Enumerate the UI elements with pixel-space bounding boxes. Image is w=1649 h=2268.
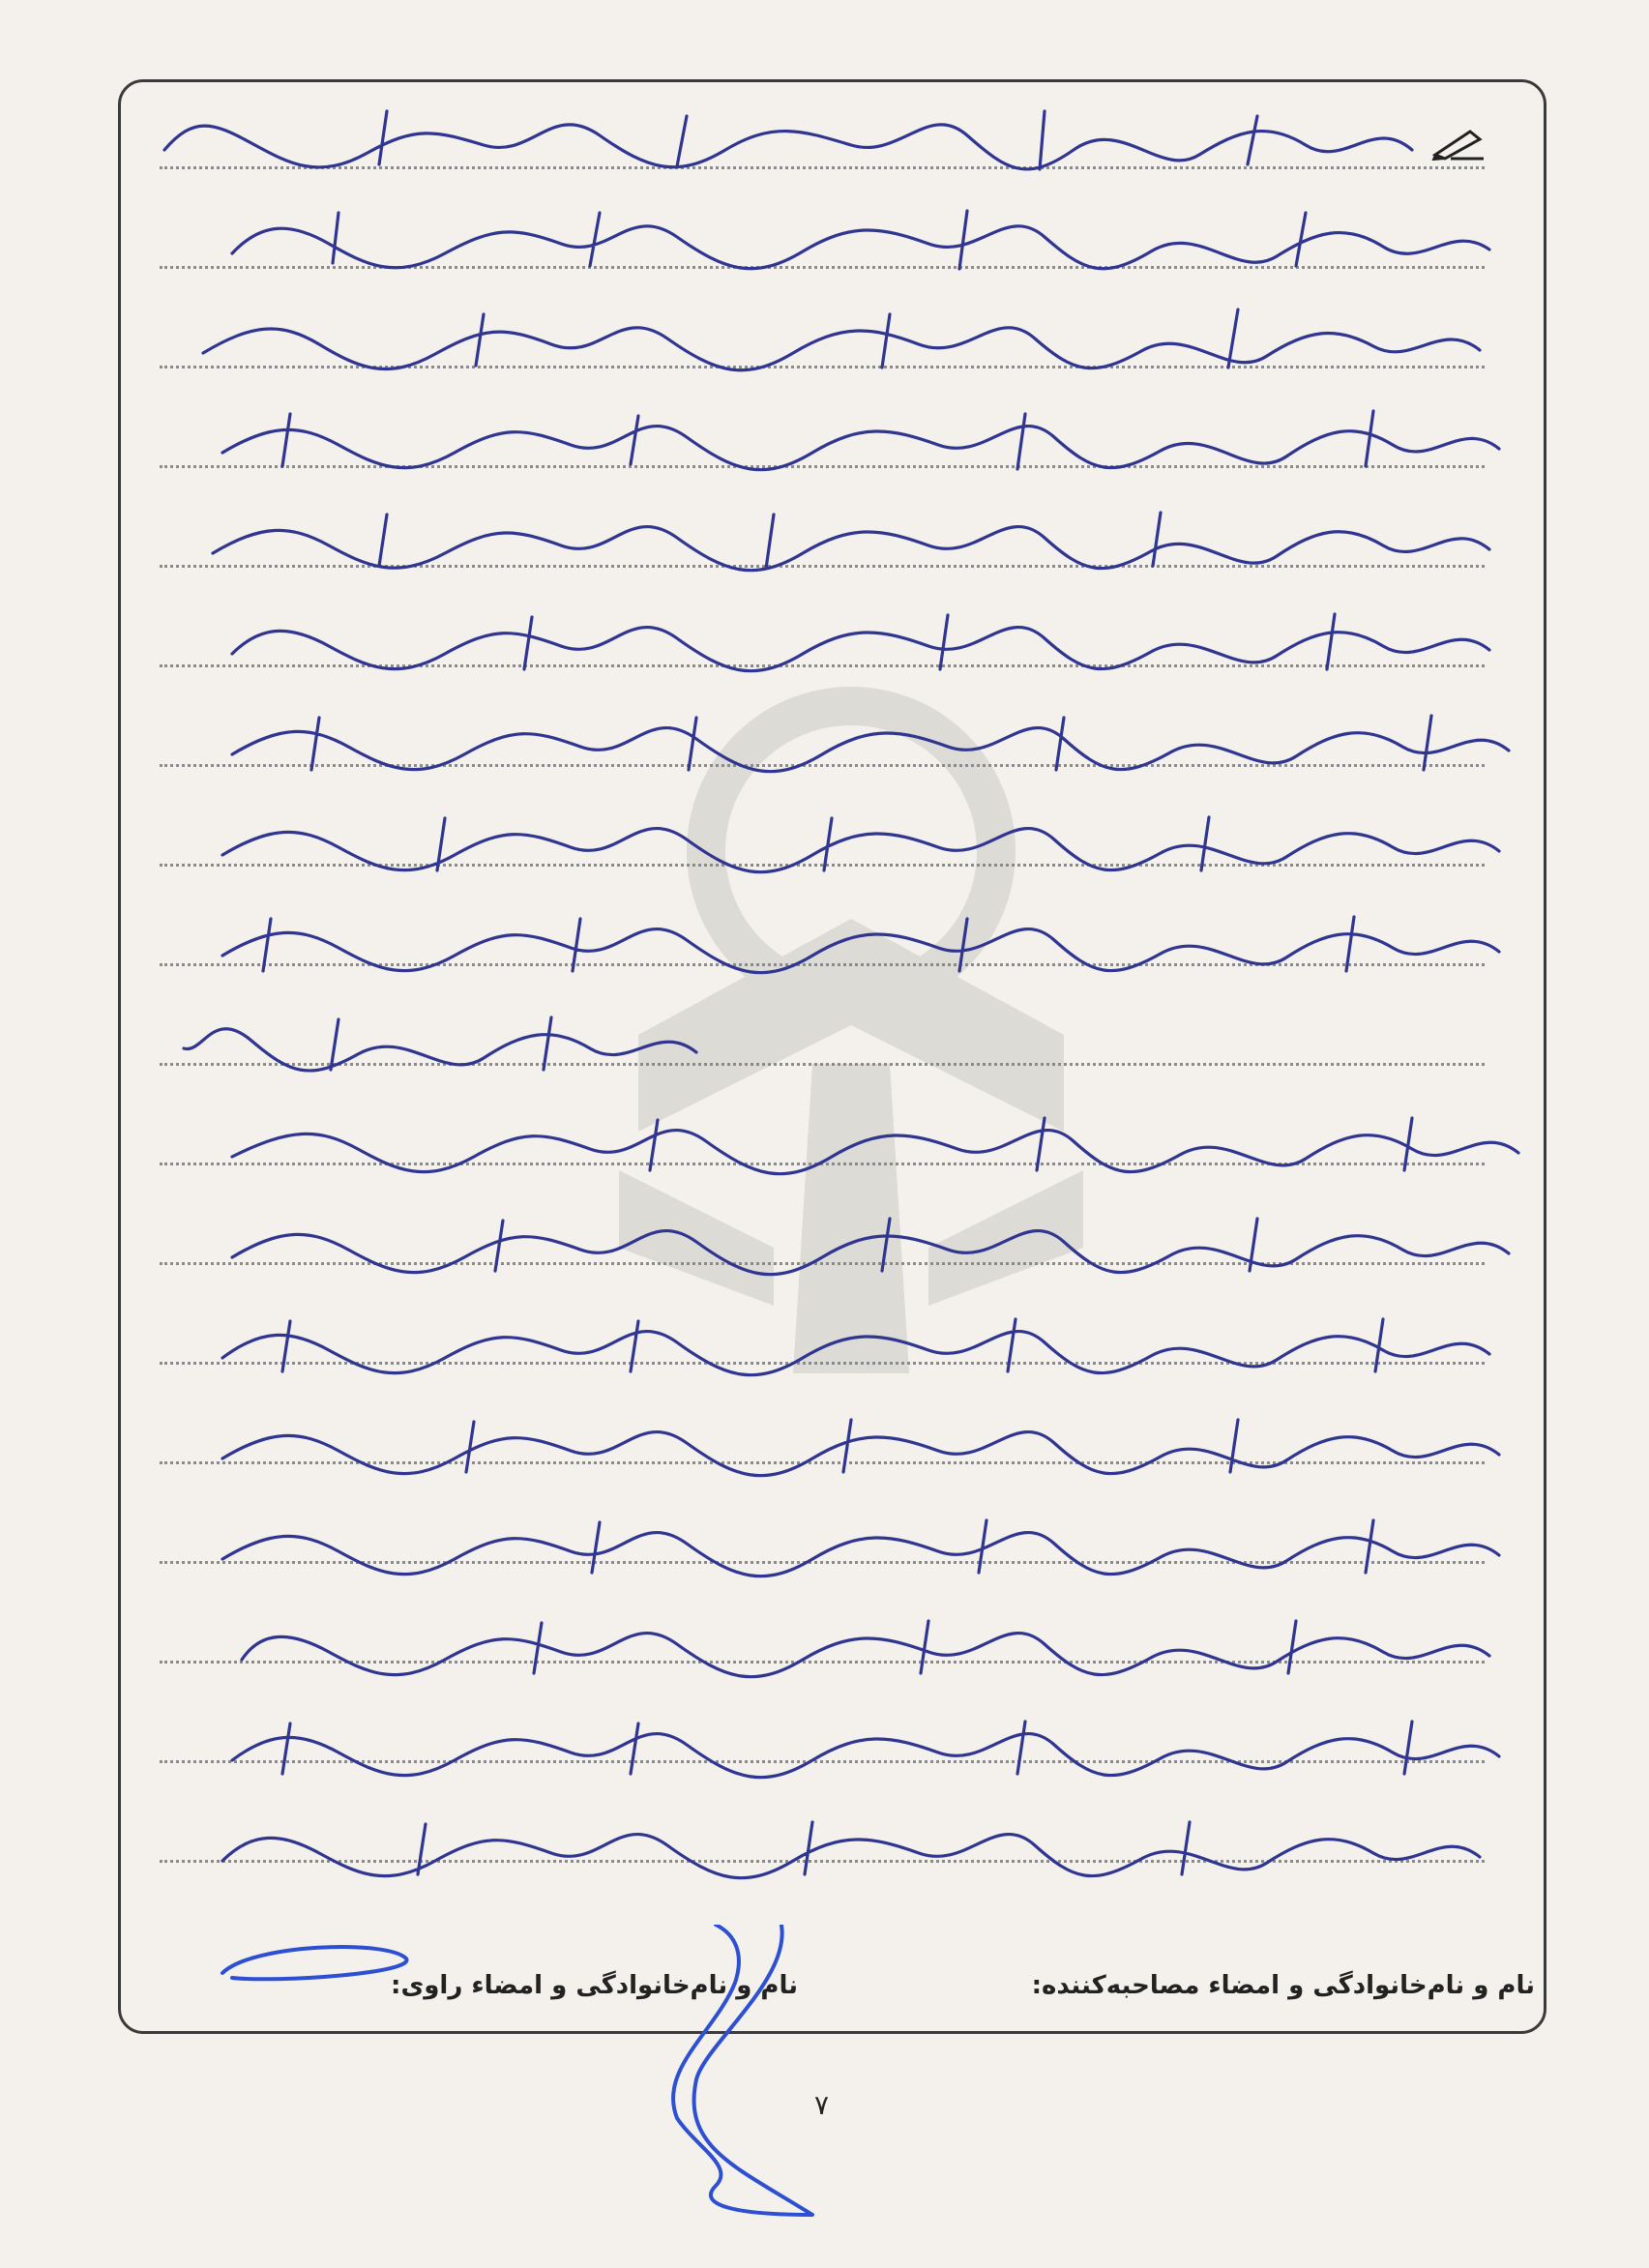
handwritten-line-3: [203, 309, 1480, 370]
handwritten-line-1-text: [97, 1909, 98, 1910]
handwritten-line-7: [232, 716, 1509, 772]
handwritten-line-10: [184, 1017, 696, 1071]
handwriting-strokes: [97, 77, 1576, 1905]
handwritten-line-12-text: [97, 1909, 98, 1910]
handwritten-line-1: [164, 111, 1412, 169]
handwritten-line-14-text: [97, 1909, 98, 1910]
handwritten-line-9: [222, 917, 1499, 973]
handwritten-text-block: [97, 77, 1576, 1905]
handwritten-line-11-text: [97, 1909, 98, 1910]
handwritten-line-4-text: [97, 1909, 98, 1910]
handwritten-line-4: [222, 411, 1499, 470]
page-number: ۷: [814, 2089, 830, 2121]
handwritten-line-13-text: [97, 1909, 98, 1910]
handwritten-line-17: [232, 1722, 1499, 1778]
narrator-signature-label: نام و نام‌خانوادگی و امضاء راوی:: [391, 1971, 798, 2000]
handwritten-line-8-text: [97, 1909, 98, 1910]
handwritten-line-13: [222, 1319, 1489, 1375]
handwritten-line-3-text: [97, 1909, 98, 1910]
handwritten-line-15-text: [97, 1909, 98, 1910]
handwritten-line-2: [232, 211, 1489, 269]
handwritten-line-5: [213, 513, 1489, 571]
interviewer-signature-label: نام و نام‌خانوادگی و امضاء مصاحبه‌کننده:: [1031, 1971, 1535, 2000]
handwritten-line-2-text: [97, 1909, 98, 1910]
handwritten-line-5-text: [97, 1909, 98, 1910]
handwritten-line-16-text: [97, 1909, 98, 1910]
handwritten-line-18-text: [97, 1909, 98, 1910]
handwritten-line-6-text: [97, 1909, 98, 1910]
handwritten-line-14: [222, 1420, 1499, 1476]
handwritten-line-17-text: [97, 1909, 98, 1910]
handwritten-line-7-text: [97, 1909, 98, 1910]
interviewer-signature-stroke: [673, 1925, 812, 2215]
handwritten-line-15: [222, 1520, 1499, 1576]
handwritten-line-10-text: [97, 1909, 98, 1910]
handwritten-line-12: [232, 1219, 1509, 1275]
handwritten-line-8: [222, 817, 1499, 872]
handwritten-line-18: [222, 1822, 1480, 1878]
handwritten-line-9-text: [97, 1909, 98, 1910]
handwritten-line-11: [232, 1118, 1518, 1174]
handwritten-line-16: [242, 1621, 1489, 1677]
signature-scribble: [193, 1925, 1064, 2244]
narrator-signature-stroke: [222, 1947, 407, 1979]
handwritten-line-6: [232, 614, 1489, 671]
